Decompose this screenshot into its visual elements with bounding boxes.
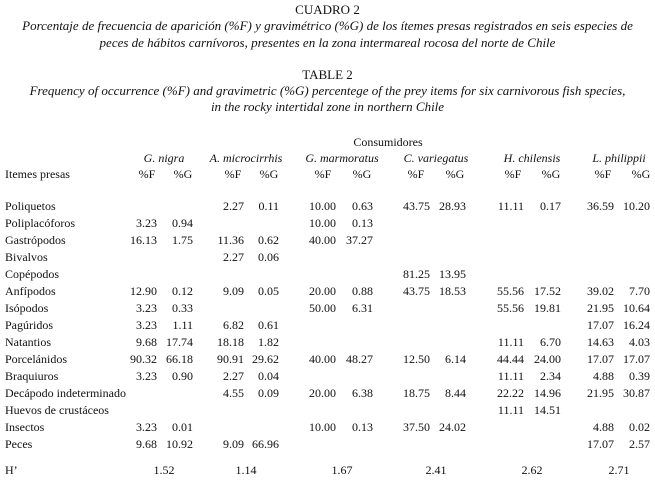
table-cell: 3.23 bbox=[136, 420, 157, 434]
table-cell: 0.39 bbox=[629, 369, 650, 383]
table-row-label: Peces bbox=[5, 437, 33, 451]
species-header: L. philippii bbox=[592, 151, 646, 165]
table-cell: 18.75 bbox=[403, 386, 430, 400]
table-cell: 0.94 bbox=[172, 216, 193, 230]
table-cell: 17.07 bbox=[587, 352, 614, 366]
table-cell: 37.50 bbox=[403, 420, 430, 434]
table-cell: 7.70 bbox=[629, 284, 650, 298]
species-header: G. marmoratus bbox=[305, 151, 379, 165]
table-cell: 3.23 bbox=[136, 318, 157, 332]
table-cell: 16.13 bbox=[130, 233, 157, 247]
table-cell: 39.02 bbox=[587, 284, 614, 298]
table-cell: 36.59 bbox=[587, 199, 614, 213]
table-cell: 30.87 bbox=[623, 386, 650, 400]
subheader-g: %G bbox=[631, 167, 651, 181]
table-cell: 21.95 bbox=[587, 301, 614, 315]
table-cell: 14.51 bbox=[534, 403, 561, 417]
table-cell: 0.13 bbox=[352, 216, 373, 230]
table-cell: 50.00 bbox=[309, 301, 336, 315]
caption-es-line2: peces de hábitos carnívoros, presentes en la zona intermareal rocosa del norte de Chile bbox=[99, 35, 556, 50]
subheader-g: %G bbox=[541, 167, 561, 181]
table-cell: 6.14 bbox=[445, 352, 466, 366]
subheader-g: %G bbox=[173, 167, 193, 181]
table-cell: 43.75 bbox=[403, 199, 430, 213]
table-cell: 4.03 bbox=[629, 335, 650, 349]
table-row-label: Pagúridos bbox=[5, 318, 53, 332]
table-cell: 0.62 bbox=[258, 233, 279, 247]
table-cell: 12.90 bbox=[130, 284, 157, 298]
table-cell: 3.23 bbox=[136, 301, 157, 315]
diversity-value: 1.52 bbox=[153, 463, 175, 477]
table-cell: 11.11 bbox=[497, 369, 524, 383]
table-cell: 6.38 bbox=[352, 386, 373, 400]
table-cell: 0.09 bbox=[258, 386, 279, 400]
table-cell: 1.75 bbox=[172, 233, 193, 247]
table-cell: 9.68 bbox=[136, 335, 157, 349]
table-row-label: Isópodos bbox=[5, 301, 49, 315]
table-cell: 4.88 bbox=[593, 420, 614, 434]
table-cell: 17.07 bbox=[587, 318, 614, 332]
subheader-f: %F bbox=[594, 167, 612, 181]
table-cell: 3.23 bbox=[136, 216, 157, 230]
table-cell: 0.12 bbox=[172, 284, 193, 298]
table-cell: 0.02 bbox=[629, 420, 650, 434]
table-cell: 1.11 bbox=[172, 318, 193, 332]
table-row-label: Natantios bbox=[5, 335, 51, 349]
table-cell: 66.96 bbox=[252, 437, 279, 451]
table-row-label: Huevos de crustáceos bbox=[5, 403, 109, 417]
table-cell: 66.18 bbox=[166, 352, 193, 366]
table-cell: 9.09 bbox=[223, 284, 244, 298]
table-cell: 2.27 bbox=[223, 199, 244, 213]
species-header: C. variegatus bbox=[403, 151, 469, 165]
diversity-value: 1.14 bbox=[235, 463, 257, 477]
table-cell: 17.74 bbox=[166, 335, 193, 349]
table-cell: 10.92 bbox=[166, 437, 193, 451]
subheader-f: %F bbox=[314, 167, 332, 181]
table-cell: 0.13 bbox=[352, 420, 373, 434]
table-cell: 24.00 bbox=[534, 352, 561, 366]
table-cell: 18.53 bbox=[439, 284, 466, 298]
table-row-label: Copépodos bbox=[5, 267, 59, 281]
table-cell: 20.00 bbox=[309, 284, 336, 298]
table-cell: 12.50 bbox=[403, 352, 430, 366]
table-cell: 29.62 bbox=[252, 352, 279, 366]
table-row-label: Decápodo indeterminado bbox=[5, 386, 126, 400]
table-cell: 10.20 bbox=[623, 199, 650, 213]
table-cell: 0.06 bbox=[258, 250, 279, 264]
diversity-value: 2.41 bbox=[425, 463, 447, 477]
table-cell: 2.57 bbox=[629, 437, 650, 451]
caption-es-line1: Porcentaje de frecuencia de aparición (%F) y gravimétrico (%G) de los ítemes presas registrados en seis especies de bbox=[22, 18, 633, 33]
table-cell: 0.04 bbox=[258, 369, 279, 383]
species-header: G. nigra bbox=[143, 151, 185, 165]
table-cell: 0.05 bbox=[258, 284, 279, 298]
consumers-header: Consumidores bbox=[353, 135, 423, 149]
caption-en-line2: in the rocky intertidal zone in northern Chile bbox=[210, 99, 445, 114]
caption-en-heading: TABLE 2 bbox=[302, 67, 353, 82]
table-cell: 2.27 bbox=[223, 250, 244, 264]
subheader-g: %G bbox=[445, 167, 465, 181]
species-header: A. microcirrhis bbox=[209, 151, 283, 165]
subheader-f: %F bbox=[407, 167, 425, 181]
caption-en-line1: Frequency of occurrence (%F) and gravimetric (%G) percentege of the prey items for six carnivorous fish species, bbox=[29, 83, 626, 98]
diversity-value: 2.71 bbox=[608, 463, 630, 477]
table-cell: 0.11 bbox=[258, 199, 279, 213]
table-cell: 2.27 bbox=[223, 369, 244, 383]
table-cell: 11.11 bbox=[497, 199, 524, 213]
table-cell: 55.56 bbox=[497, 284, 524, 298]
table-cell: 17.52 bbox=[534, 284, 561, 298]
table-cell: 48.27 bbox=[346, 352, 373, 366]
table-cell: 18.18 bbox=[217, 335, 244, 349]
table-cell: 14.96 bbox=[534, 386, 561, 400]
table-cell: 11.36 bbox=[217, 233, 244, 247]
table-cell: 4.55 bbox=[223, 386, 244, 400]
table-cell: 16.24 bbox=[623, 318, 650, 332]
table-row-label: Braquiuros bbox=[5, 369, 59, 383]
table-cell: 21.95 bbox=[587, 386, 614, 400]
table-cell: 0.01 bbox=[172, 420, 193, 434]
table-cell: 10.64 bbox=[623, 301, 650, 315]
table-cell: 9.09 bbox=[223, 437, 244, 451]
table-cell: 22.22 bbox=[497, 386, 524, 400]
table-cell: 28.93 bbox=[439, 199, 466, 213]
table-cell: 40.00 bbox=[309, 352, 336, 366]
table-cell: 55.56 bbox=[497, 301, 524, 315]
table-cell: 9.68 bbox=[136, 437, 157, 451]
table-cell: 8.44 bbox=[445, 386, 466, 400]
table-row-label: Bivalvos bbox=[5, 250, 48, 264]
table-cell: 2.34 bbox=[540, 369, 561, 383]
table-cell: 10.00 bbox=[309, 199, 336, 213]
diversity-value: 1.67 bbox=[331, 463, 353, 477]
table-cell: 0.88 bbox=[352, 284, 373, 298]
table-cell: 19.81 bbox=[534, 301, 561, 315]
table-cell: 0.61 bbox=[258, 318, 279, 332]
table-cell: 11.11 bbox=[497, 403, 524, 417]
subheader-f: %F bbox=[504, 167, 522, 181]
table-cell: 0.33 bbox=[172, 301, 193, 315]
diversity-value: 2.62 bbox=[521, 463, 543, 477]
table-cell: 90.91 bbox=[217, 352, 244, 366]
table-cell: 0.90 bbox=[172, 369, 193, 383]
table-cell: 17.07 bbox=[623, 352, 650, 366]
table-cell: 13.95 bbox=[439, 267, 466, 281]
table-cell: 4.88 bbox=[593, 369, 614, 383]
table-cell: 40.00 bbox=[309, 233, 336, 247]
table-cell: 17.07 bbox=[587, 437, 614, 451]
table-cell: 44.44 bbox=[497, 352, 524, 366]
table-row-label: Gastrópodos bbox=[5, 233, 66, 247]
table-row-label: Poliplacóforos bbox=[5, 216, 75, 230]
table-cell: 81.25 bbox=[403, 267, 430, 281]
table-cell: 24.02 bbox=[439, 420, 466, 434]
table-cell: 1.82 bbox=[258, 335, 279, 349]
subheader-g: %G bbox=[352, 167, 372, 181]
table-cell: 10.00 bbox=[309, 216, 336, 230]
table-cell: 43.75 bbox=[403, 284, 430, 298]
table-cell: 90.32 bbox=[130, 352, 157, 366]
table-cell: 10.00 bbox=[309, 420, 336, 434]
table-cell: 3.23 bbox=[136, 369, 157, 383]
table-row-label: Insectos bbox=[5, 420, 45, 434]
subheader-g: %G bbox=[259, 167, 279, 181]
table-row-label: Porcelánidos bbox=[5, 352, 67, 366]
table-cell: 37.27 bbox=[346, 233, 373, 247]
table-row-label: Poliquetos bbox=[5, 199, 56, 213]
species-header: H. chilensis bbox=[503, 151, 561, 165]
table-cell: 14.63 bbox=[587, 335, 614, 349]
table-cell: 0.17 bbox=[540, 199, 561, 213]
caption-es-heading: CUADRO 2 bbox=[295, 2, 360, 17]
subheader-f: %F bbox=[138, 167, 156, 181]
table-cell: 6.31 bbox=[352, 301, 373, 315]
diversity-label: H’ bbox=[5, 463, 18, 477]
table-cell: 11.11 bbox=[497, 335, 524, 349]
table-cell: 6.82 bbox=[223, 318, 244, 332]
table-cell: 20.00 bbox=[309, 386, 336, 400]
table-row-label: Anfípodos bbox=[5, 284, 56, 298]
subheader-f: %F bbox=[224, 167, 242, 181]
table-cell: 0.63 bbox=[352, 199, 373, 213]
table-cell: 6.70 bbox=[540, 335, 561, 349]
row-header: Itemes presas bbox=[5, 167, 70, 181]
